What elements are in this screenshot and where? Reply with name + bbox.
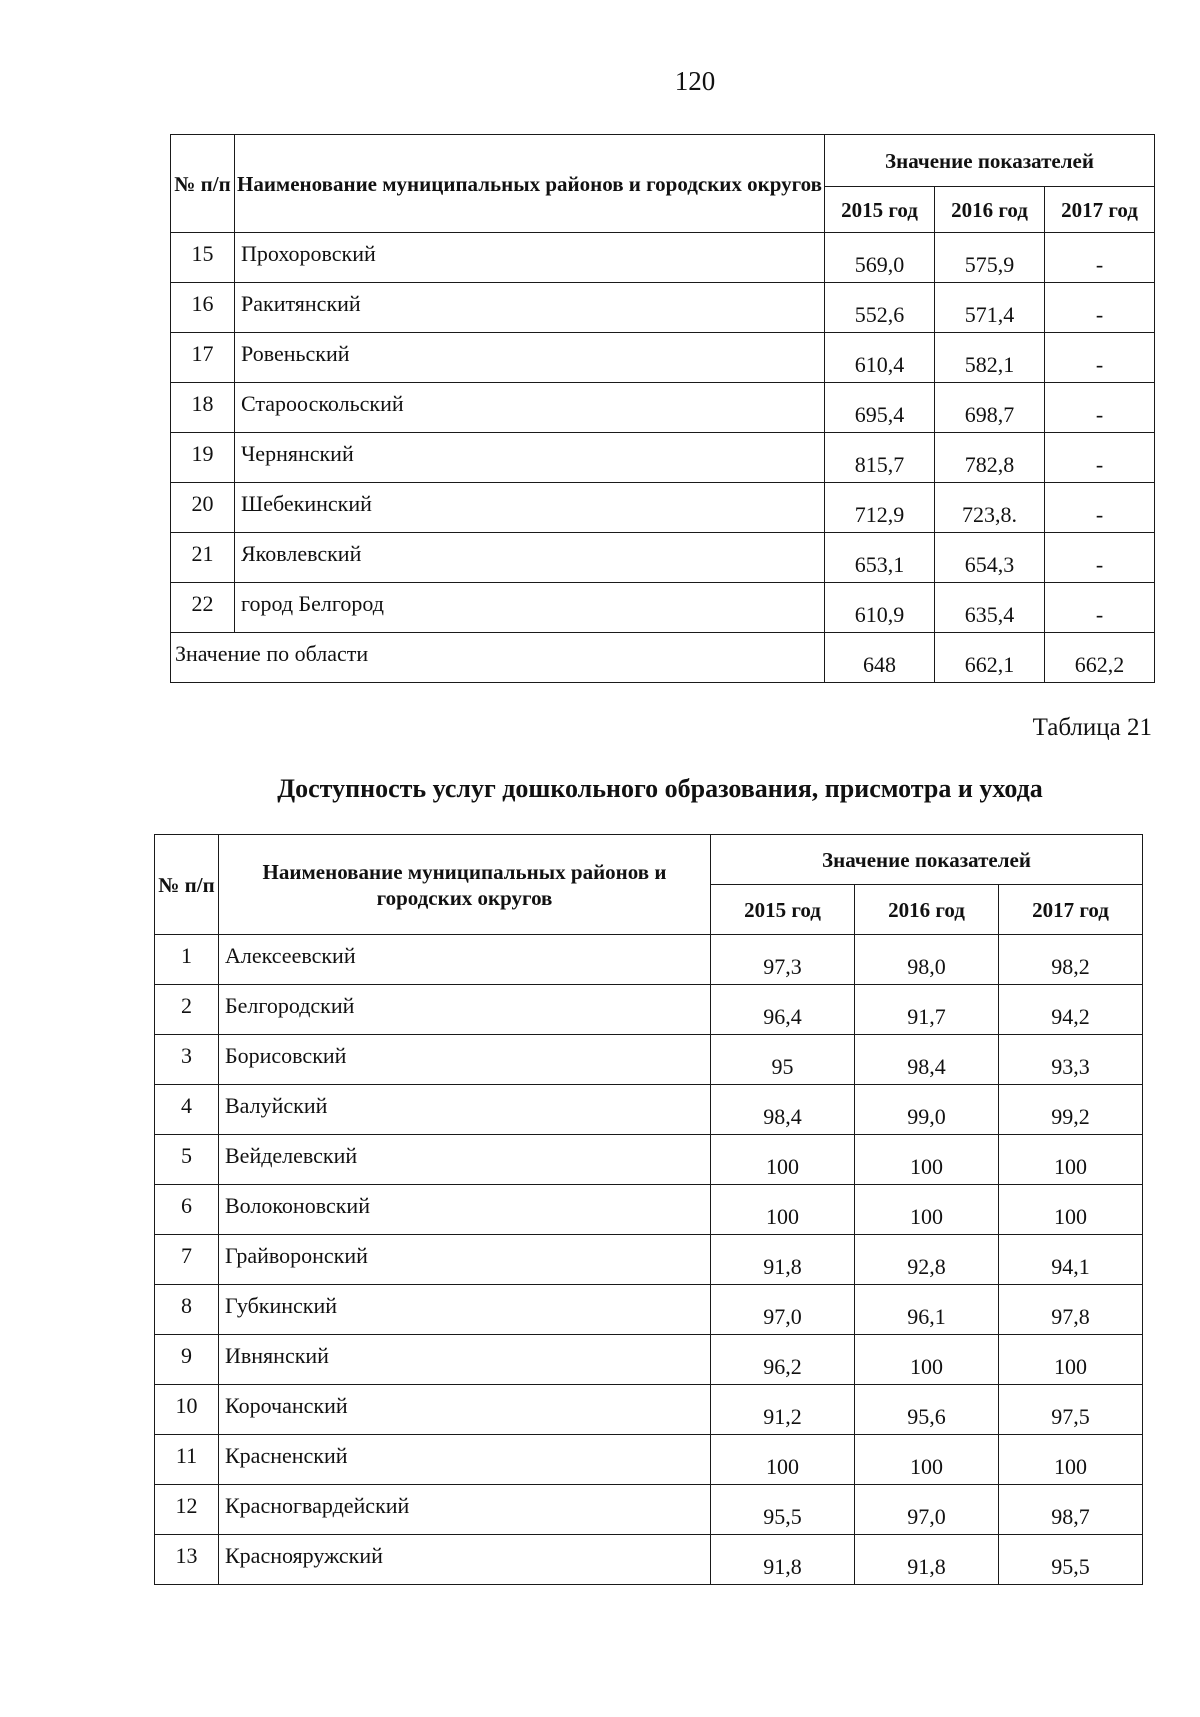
row-number: 5	[155, 1135, 219, 1185]
value-2016: 635,4	[935, 583, 1045, 633]
indicator-table-1	[170, 134, 1155, 683]
value-2017: 98,7	[999, 1485, 1143, 1535]
value-2015: 653,1	[825, 533, 935, 583]
value-2017: -	[1045, 383, 1155, 433]
value-2017: -	[1045, 283, 1155, 333]
value-2016: 100	[855, 1135, 999, 1185]
page-number: 120	[674, 66, 716, 96]
value-2015: 610,4	[825, 333, 935, 383]
value-2015: 610,9	[825, 583, 935, 633]
header-year-2017: 2017 год	[1045, 187, 1155, 233]
table-row	[171, 283, 1155, 333]
value-2017: -	[1045, 533, 1155, 583]
value-2017: 100	[999, 1435, 1143, 1485]
row-number: 16	[171, 283, 235, 333]
header-year-2016: 2016 год	[935, 187, 1045, 233]
header-indicators: Значение показателей	[711, 835, 1143, 885]
table-row	[155, 935, 1143, 985]
value-2016: 575,9	[935, 233, 1045, 283]
table-caption: Таблица 21	[1032, 714, 1152, 741]
table-row	[155, 1385, 1143, 1435]
row-number: 6	[155, 1185, 219, 1235]
value-2017: 97,8	[999, 1285, 1143, 1335]
table-row	[171, 583, 1155, 633]
district-name: Ивнянский	[219, 1335, 711, 1385]
row-number: 4	[155, 1085, 219, 1135]
value-2015: 91,8	[711, 1535, 855, 1585]
value-2016: 97,0	[855, 1485, 999, 1535]
value-2015: 815,7	[825, 433, 935, 483]
value-2015: 100	[711, 1185, 855, 1235]
header-year-2017: 2017 год	[999, 885, 1143, 935]
value-2017: 98,2	[999, 935, 1143, 985]
value-2016: 98,4	[855, 1035, 999, 1085]
table-row	[171, 533, 1155, 583]
value-2017: 99,2	[999, 1085, 1143, 1135]
value-2015: 95	[711, 1035, 855, 1085]
value-2016: 571,4	[935, 283, 1045, 333]
value-2017: 94,2	[999, 985, 1143, 1035]
table-row	[155, 1085, 1143, 1135]
value-2016: 95,6	[855, 1385, 999, 1435]
row-number: 7	[155, 1235, 219, 1285]
district-name: Краснояружский	[219, 1535, 711, 1585]
value-2016: 92,8	[855, 1235, 999, 1285]
table-row	[155, 1185, 1143, 1235]
district-name: Яковлевский	[235, 533, 825, 583]
value-2015: 100	[711, 1435, 855, 1485]
district-name: Валуйский	[219, 1085, 711, 1135]
table-row	[155, 1535, 1143, 1585]
district-name: Белгородский	[219, 985, 711, 1035]
table-row	[171, 233, 1155, 283]
row-number: 17	[171, 333, 235, 383]
value-2015: 96,4	[711, 985, 855, 1035]
value-2017: -	[1045, 233, 1155, 283]
value-2016: 99,0	[855, 1085, 999, 1135]
district-name: Грайворонский	[219, 1235, 711, 1285]
value-2015: 552,6	[825, 283, 935, 333]
district-name: Алексеевский	[219, 935, 711, 985]
row-number: 18	[171, 383, 235, 433]
table-row	[155, 1035, 1143, 1085]
value-2016: 91,8	[855, 1535, 999, 1585]
value-2016: 100	[855, 1335, 999, 1385]
district-name: Вейделевский	[219, 1135, 711, 1185]
table-row	[155, 1335, 1143, 1385]
total-label: Значение по области	[171, 633, 825, 683]
header-name: Наименование муниципальных районов и городских округов	[219, 835, 711, 935]
value-2017: 93,3	[999, 1035, 1143, 1085]
value-2015: 97,0	[711, 1285, 855, 1335]
table-row	[155, 1135, 1143, 1185]
value-2017: 94,1	[999, 1235, 1143, 1285]
row-number: 20	[171, 483, 235, 533]
district-name: Ракитянский	[235, 283, 825, 333]
total-row	[171, 633, 1155, 683]
header-year-2015: 2015 год	[711, 885, 855, 935]
row-number: 2	[155, 985, 219, 1035]
row-number: 12	[155, 1485, 219, 1535]
indicator-table-2	[154, 834, 1143, 1585]
district-name: Волоконовский	[219, 1185, 711, 1235]
value-2015: 97,3	[711, 935, 855, 985]
row-number: 21	[171, 533, 235, 583]
table-row	[171, 333, 1155, 383]
value-2016: 98,0	[855, 935, 999, 985]
value-2017: -	[1045, 333, 1155, 383]
table-row	[155, 1435, 1143, 1485]
value-2015: 95,5	[711, 1485, 855, 1535]
row-number: 8	[155, 1285, 219, 1335]
district-name: город Белгород	[235, 583, 825, 633]
value-2016: 96,1	[855, 1285, 999, 1335]
table-title: Доступность услуг дошкольного образования, присмотра и ухода	[277, 774, 1043, 803]
value-2015: 91,8	[711, 1235, 855, 1285]
row-number: 3	[155, 1035, 219, 1085]
value-2017: -	[1045, 583, 1155, 633]
header-year-2015: 2015 год	[825, 187, 935, 233]
value-2017: 95,5	[999, 1535, 1143, 1585]
district-name: Чернянский	[235, 433, 825, 483]
header-num: № п/п	[155, 835, 219, 935]
value-2017: 100	[999, 1185, 1143, 1235]
value-2016: 782,8	[935, 433, 1045, 483]
table-row	[155, 1235, 1143, 1285]
row-number: 11	[155, 1435, 219, 1485]
district-name: Красненский	[219, 1435, 711, 1485]
district-name: Прохоровский	[235, 233, 825, 283]
row-number: 9	[155, 1335, 219, 1385]
value-2015: 91,2	[711, 1385, 855, 1435]
table-row	[155, 1485, 1143, 1535]
header-year-2016: 2016 год	[855, 885, 999, 935]
value-2015: 695,4	[825, 383, 935, 433]
value-2015: 98,4	[711, 1085, 855, 1135]
header-name: Наименование муниципальных районов и городских округов	[235, 135, 825, 233]
table-row	[171, 433, 1155, 483]
header-indicators: Значение показателей	[825, 135, 1155, 187]
value-2015: 96,2	[711, 1335, 855, 1385]
total-value-2015: 648	[825, 633, 935, 683]
row-number: 1	[155, 935, 219, 985]
value-2017: -	[1045, 483, 1155, 533]
row-number: 10	[155, 1385, 219, 1435]
value-2017: 97,5	[999, 1385, 1143, 1435]
value-2016: 582,1	[935, 333, 1045, 383]
district-name: Корочанский	[219, 1385, 711, 1435]
district-name: Борисовский	[219, 1035, 711, 1085]
table-row	[171, 383, 1155, 433]
row-number: 19	[171, 433, 235, 483]
value-2016: 698,7	[935, 383, 1045, 433]
total-value-2016: 662,1	[935, 633, 1045, 683]
value-2016: 100	[855, 1435, 999, 1485]
district-name: Шебекинский	[235, 483, 825, 533]
district-name: Красногвардейский	[219, 1485, 711, 1535]
value-2016: 723,8.	[935, 483, 1045, 533]
header-num: № п/п	[171, 135, 235, 233]
row-number: 13	[155, 1535, 219, 1585]
row-number: 15	[171, 233, 235, 283]
total-value-2017: 662,2	[1045, 633, 1155, 683]
value-2016: 91,7	[855, 985, 999, 1035]
table-row	[171, 483, 1155, 533]
value-2017: -	[1045, 433, 1155, 483]
value-2015: 100	[711, 1135, 855, 1185]
value-2015: 569,0	[825, 233, 935, 283]
district-name: Ровеньский	[235, 333, 825, 383]
row-number: 22	[171, 583, 235, 633]
table-row	[155, 985, 1143, 1035]
value-2015: 712,9	[825, 483, 935, 533]
value-2016: 100	[855, 1185, 999, 1235]
value-2017: 100	[999, 1135, 1143, 1185]
district-name: Губкинский	[219, 1285, 711, 1335]
table-row	[155, 1285, 1143, 1335]
district-name: Старооскольский	[235, 383, 825, 433]
value-2016: 654,3	[935, 533, 1045, 583]
value-2017: 100	[999, 1335, 1143, 1385]
